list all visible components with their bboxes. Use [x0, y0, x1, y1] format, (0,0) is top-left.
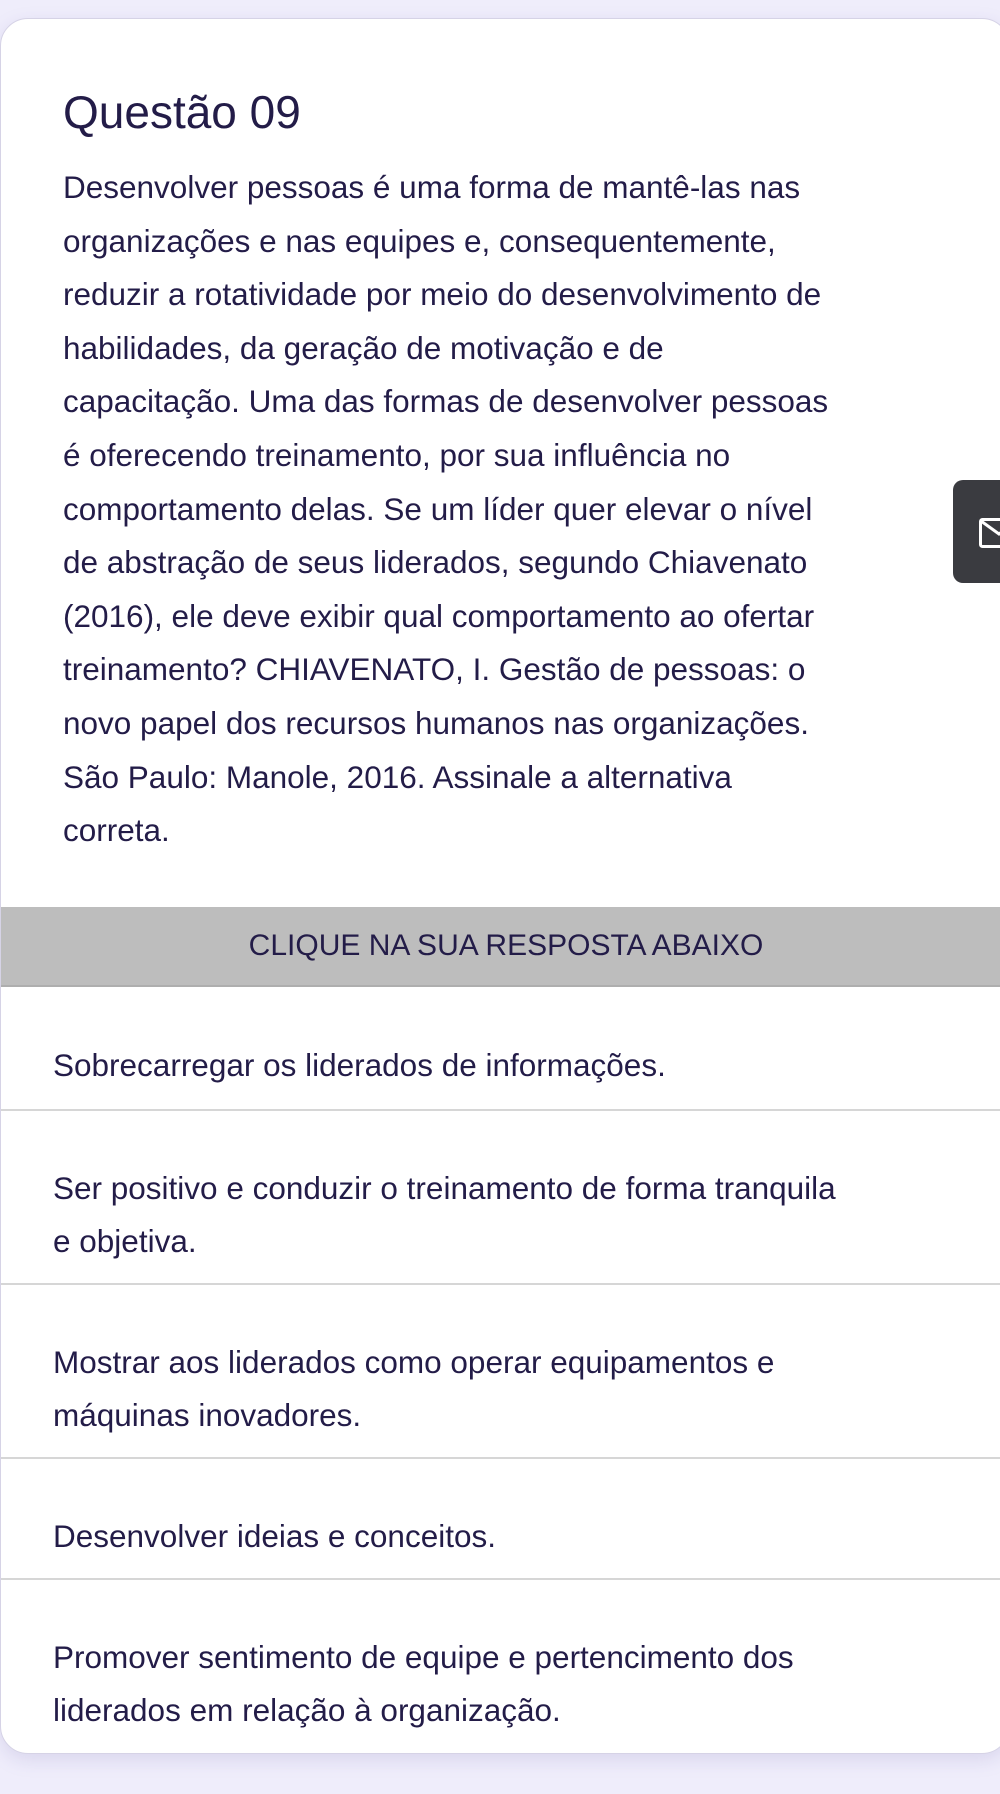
- option-divider: [1, 1283, 1000, 1285]
- question-line: capacitação. Uma das formas de desenvolver pessoas: [63, 383, 829, 420]
- mail-icon: [979, 518, 1000, 548]
- answer-option-line: máquinas inovadores.: [53, 1397, 362, 1433]
- question-line: reduzir a rotatividade por meio do desenvolvimento de: [63, 276, 822, 313]
- question-title: Questão 09: [63, 86, 301, 138]
- question-text: [63, 161, 943, 858]
- question-line: organizações e nas equipes e, consequentemente,: [63, 222, 776, 259]
- question-line: correta.: [63, 812, 170, 849]
- question-line: habilidades, da geração de motivação e de: [63, 329, 664, 366]
- answer-option-c[interactable]: [1, 1336, 1000, 1442]
- answer-option-a[interactable]: [1, 1039, 1000, 1092]
- answer-option-line: Mostrar aos liderados como operar equipamentos e: [53, 1344, 775, 1380]
- answer-option-b[interactable]: [1, 1162, 1000, 1268]
- side-tab-button[interactable]: [953, 480, 1000, 583]
- answer-option-d[interactable]: [1, 1510, 1000, 1563]
- option-divider: [1, 1578, 1000, 1580]
- question-line: novo papel dos recursos humanos nas organizações.: [63, 704, 809, 741]
- answer-option-e[interactable]: [1, 1631, 1000, 1737]
- answer-option-line: Desenvolver ideias e conceitos.: [53, 1518, 496, 1554]
- question-line: comportamento delas. Se um líder quer elevar o nível: [63, 490, 813, 527]
- question-line: São Paulo: Manole, 2016. Assinale a alternativa: [63, 758, 732, 795]
- option-divider: [1, 1457, 1000, 1459]
- answer-instructions: CLIQUE NA SUA RESPOSTA ABAIXO: [1, 907, 1000, 987]
- question-card: [0, 18, 1000, 1754]
- question-line: treinamento? CHIAVENATO, I. Gestão de pessoas: o: [63, 651, 806, 688]
- question-line: Desenvolver pessoas é uma forma de mantê-las nas: [63, 169, 801, 205]
- answer-option-line: Promover sentimento de equipe e pertencimento dos: [53, 1639, 794, 1675]
- question-line: de abstração de seus liderados, segundo Chiavenato: [63, 544, 808, 581]
- option-divider: [1, 1109, 1000, 1111]
- question-line: (2016), ele deve exibir qual comportamento ao ofertar: [63, 597, 815, 634]
- answer-option-line: liderados em relação à organização.: [53, 1692, 561, 1728]
- answer-option-line: Sobrecarregar os liderados de informações.: [53, 1047, 666, 1083]
- answer-option-line: e objetiva.: [53, 1223, 197, 1259]
- answer-option-line: Ser positivo e conduzir o treinamento de forma tranquila: [53, 1170, 836, 1206]
- question-line: é oferecendo treinamento, por sua influência no: [63, 436, 731, 473]
